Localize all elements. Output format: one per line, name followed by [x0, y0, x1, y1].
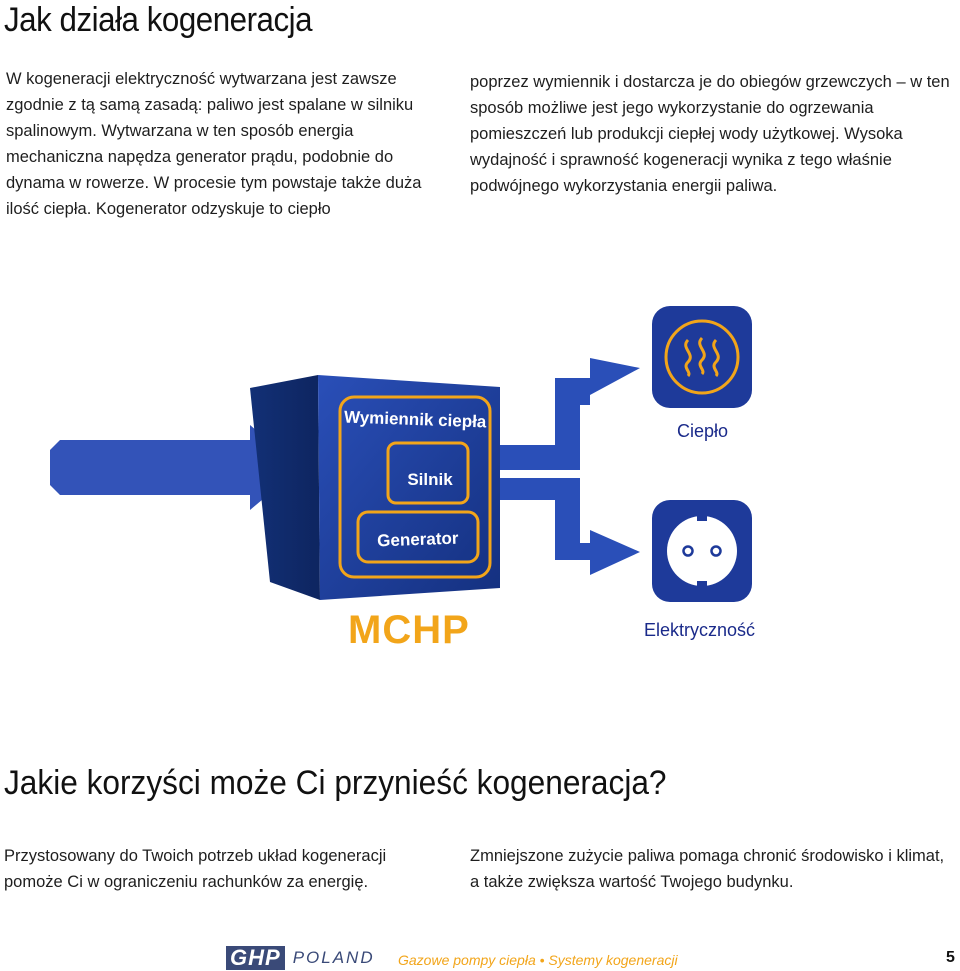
ghp-poland-logo	[226, 945, 375, 971]
mchp-cube-side	[250, 375, 320, 600]
box-label-heat-exchanger: Wymiennik ciepła	[343, 407, 487, 432]
electricity-output-label: Elektryczność	[644, 620, 756, 640]
electricity-output-arrow	[500, 478, 640, 575]
box-label-generator: Generator	[376, 528, 459, 551]
benefit-right-column	[470, 843, 950, 895]
socket-icon	[652, 500, 752, 602]
intro-left-text: W kogeneracji elektryczność wytwarzana jest zawsze zgodnie z tą samą zasadą: paliwo jest spalane w silniku spalinowym. Wytwarzana w ten sposób energia mechaniczna napędza generator prądu, podobnie do dynama w rowerze. W procesie tym powstaje także duża ilość ciepła. Kogenerator odzyskuje to ciepło	[6, 70, 422, 218]
box-label-engine: Silnik	[407, 470, 453, 489]
page-title: Jak działa kogeneracja	[4, 1, 313, 39]
intro-left-column	[6, 66, 438, 222]
footer-tagline: Gazowe pompy ciepła • Systemy kogeneracji	[398, 952, 678, 968]
mchp-label: MCHP	[348, 608, 470, 652]
page-number: 5	[946, 949, 955, 966]
heat-output-arrow	[500, 358, 640, 470]
intro-right-column	[470, 69, 950, 199]
logo-poland-text: POLAND	[292, 948, 375, 967]
benefit-right-text: Zmniejszone zużycie paliwa pomaga chronić środowisko i klimat, a także zwiększa wartość Twojego budynku.	[470, 847, 945, 891]
benefits-heading: Jakie korzyści może Ci przynieść kogeneracja?	[4, 764, 667, 802]
benefit-left-text: Przystosowany do Twoich potrzeb układ kogeneracji pomoże Ci w ograniczeniu rachunków za energię.	[4, 847, 387, 891]
heat-output-label: Ciepło	[677, 421, 729, 441]
cogeneration-diagram	[0, 290, 960, 670]
benefit-left-column	[4, 843, 444, 895]
intro-right-text: poprzez wymiennik i dostarcza je do obiegów grzewczych – w ten sposób możliwe jest jego wykorzystanie do ogrzewania pomieszczeń lub produkcji ciepłej wody użytkowej. Wysoka wydajność i sprawność kogeneracji wynika z tego właśnie podwójnego wykorzystania energii paliwa.	[470, 73, 950, 195]
heat-icon	[652, 306, 752, 408]
logo-ghp-text: GHP	[226, 946, 285, 970]
